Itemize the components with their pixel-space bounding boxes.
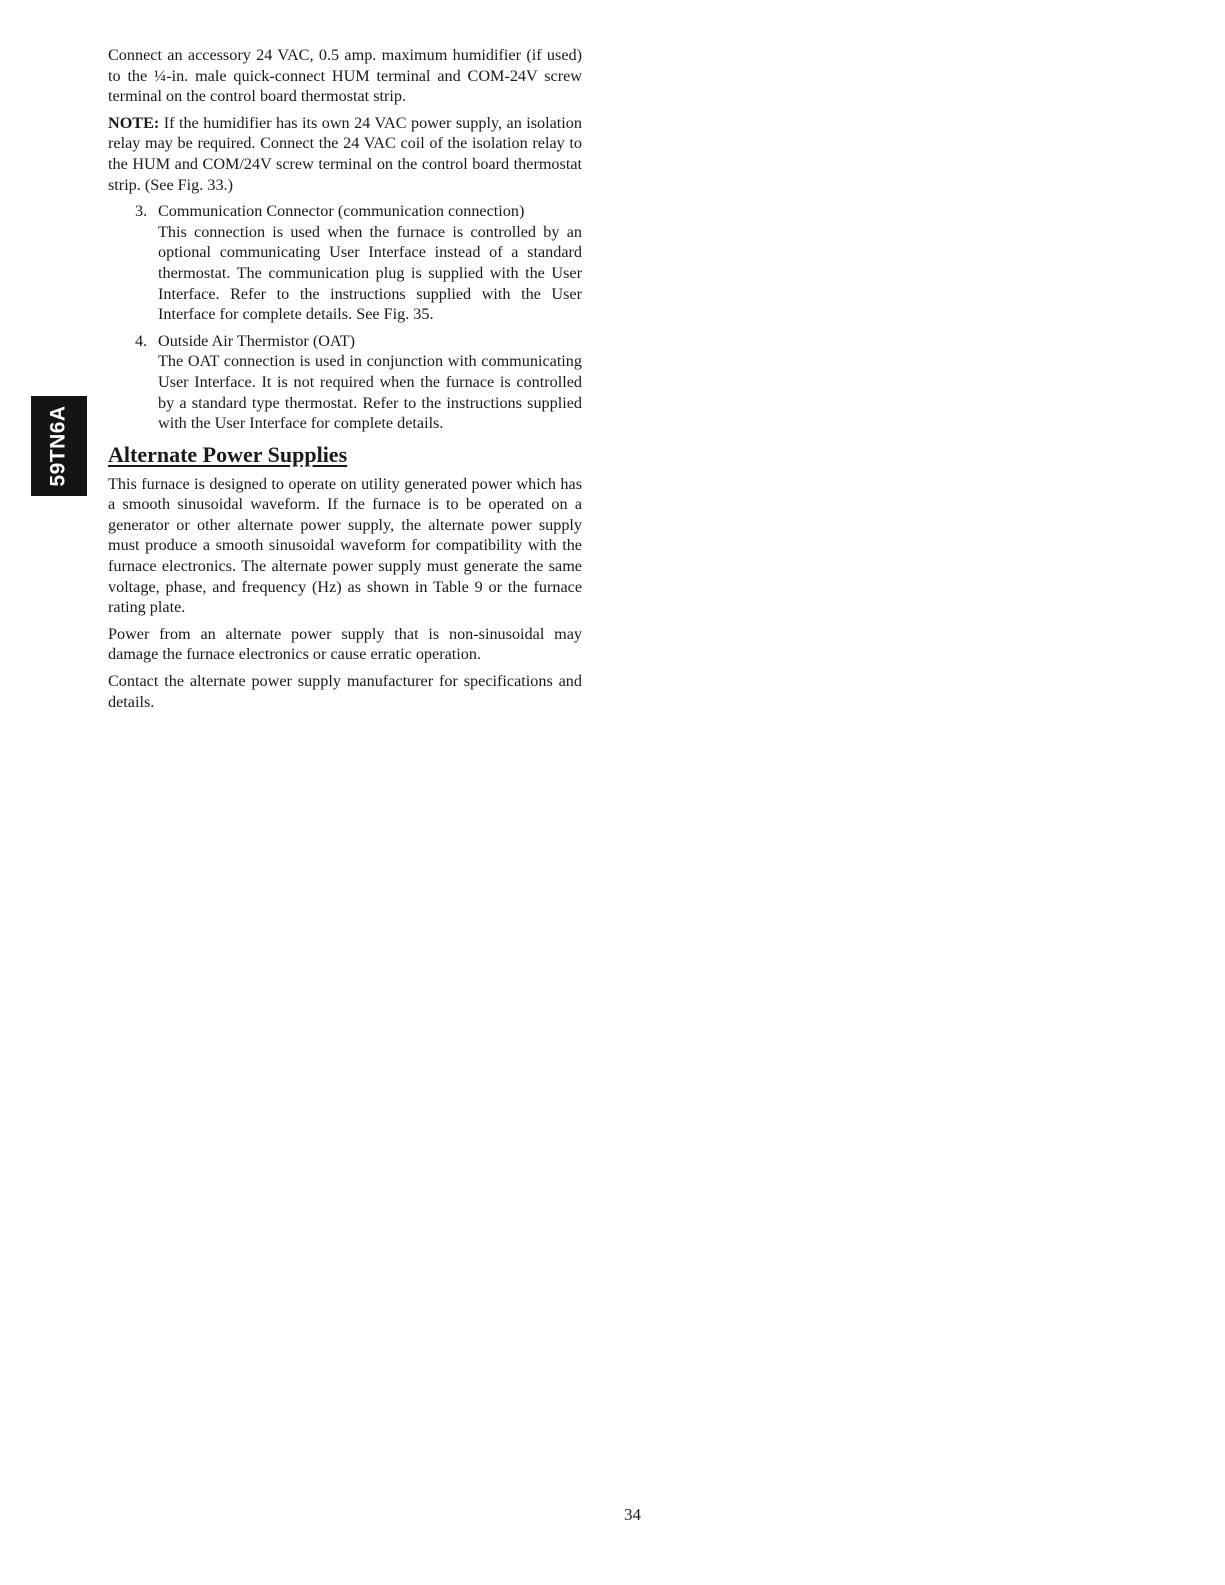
model-side-tab — [31, 396, 87, 496]
section-paragraph: Contact the alternate power supply manufacturer for specifications and details. — [108, 672, 582, 711]
list-item-number: 3. — [135, 202, 148, 221]
model-side-tab-label: 59TN6A — [47, 405, 71, 487]
list-item-body: The OAT connection is used in conjunction with communicating User Interface. It is not required when the furnace is controlled by a standard type thermostat. Refer to the instructions supplied with the User Interface for complete details. — [158, 352, 582, 433]
main-text-column — [108, 45, 582, 718]
list-item — [108, 201, 582, 325]
section-paragraph: Power from an alternate power supply that is non-sinusoidal may damage the furnace electronics or cause erratic operation. — [108, 624, 582, 664]
section-heading: Alternate Power Supplies — [108, 441, 348, 467]
page-number: 34 — [624, 1505, 641, 1524]
list-item-title: Outside Air Thermistor (OAT) — [158, 331, 356, 350]
note-text: If the humidifier has its own 24 VAC power supply, an isolation relay may be required. Connect the 24 VAC coil of the isolation relay to the HUM and COM/24V screw terminal on the control board thermostat strip. (See Fig. 33.) — [108, 113, 582, 194]
section-paragraph: This furnace is designed to operate on utility generated power which has a smooth sinusoidal waveform. If the furnace is to be operated on a generator or other alternate power supply, the alternate power supply must produce a smooth sinusoidal waveform for compatibility with the furnace electronics. The alternate power supply must generate the same voltage, phase, and frequency (Hz) as shown in Table 9 or the furnace rating plate. — [108, 474, 582, 617]
note-paragraph — [108, 113, 582, 195]
list-item-title: Communication Connector (communication connection) — [158, 202, 525, 221]
list-item — [108, 331, 582, 434]
list-item-body: This connection is used when the furnace is controlled by an optional communicating User Interface instead of a standard thermostat. The communication plug is supplied with the User Interface. Refer to the instructions supplied with the User Interface for complete details. See Fig. 35. — [158, 222, 582, 324]
humidifier-paragraph: Connect an accessory 24 VAC, 0.5 amp. maximum humidifier (if used) to the ¼-in. male quick-connect HUM terminal and COM-24V screw terminal on the control board thermostat strip. — [108, 46, 582, 106]
list-item-number: 4. — [135, 331, 148, 350]
note-label: NOTE: — [108, 113, 160, 132]
